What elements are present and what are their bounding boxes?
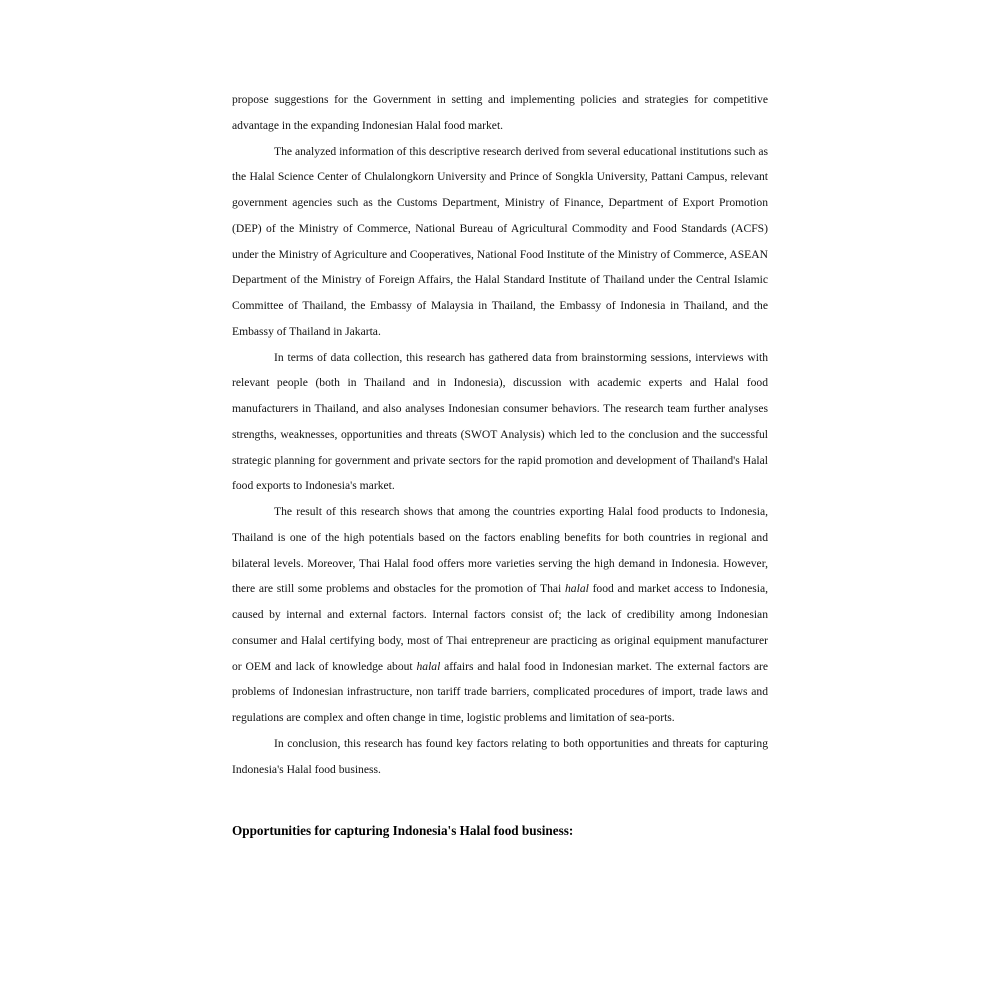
body-text <box>232 87 768 782</box>
text-segment: propose suggestions for the Government in setting and implementing policies and strategies for competitive advantage in the expanding Indonesian Halal food market. <box>232 93 768 132</box>
paragraph-1 <box>232 87 768 139</box>
paragraph-4 <box>232 499 768 731</box>
paragraph-3 <box>232 345 768 500</box>
text-segment: In conclusion, this research has found key factors relating to both opportunities and threats for capturing Indonesia's Halal food business. <box>232 736 768 776</box>
text-segment: The analyzed information of this descriptive research derived from several educational institutions such as the Halal Science Center of Chulalongkorn University and Prince of Songkla University, Pattani Campus, relevant government agencies such as the Customs Department, Ministry of Finance, Department of Export Promotion (DEP) of the Ministry of Commerce, National Bureau of Agricultural Commodity and Food Standards (ACFS) under the Ministry of Agriculture and Cooperatives, National Food Institute of the Ministry of Commerce, ASEAN Department of the Ministry of Foreign Affairs, the Halal Standard Institute of Thailand under the Central Islamic Committee of Thailand, the Embassy of Malaysia in Thailand, the Embassy of Indonesia in Thailand, and the Embassy of Thailand in Jakarta. <box>232 144 768 338</box>
paragraph-2 <box>232 139 768 345</box>
section-heading: Opportunities for capturing Indonesia's Halal food business: <box>232 823 574 839</box>
document-page <box>232 87 768 844</box>
text-segment: In terms of data collection, this research has gathered data from brainstorming sessions, interviews with relevant people (both in Thailand and in Indonesia), discussion with academic experts and Halal food manufacturers in Thailand, and also analyses Indonesian consumer behaviors. The research team further analyses strengths, weaknesses, opportunities and threats (SWOT Analysis) which led to the conclusion and the successful strategic planning for government and private sectors for the rapid promotion and development of Thailand's Halal food exports to Indonesia's market. <box>232 350 768 493</box>
italic-term: halal <box>416 659 441 673</box>
text-segment: affairs and halal food in Indonesian market. The external factors are problems of Indonesian infrastructure, non tariff trade barriers, complicated procedures of import, trade laws and regulations are complex and often change in time, logistic problems and limitation of sea-ports. <box>232 659 769 724</box>
italic-term: halal <box>565 582 589 596</box>
text-segment: The result of this research shows that among the countries exporting Halal food products to Indonesia, Thailand is one of the high potentials based on the factors enabling benefits for both countries in regional and bilateral levels. Moreover, Thai Halal food offers more varieties serving the high demand in Indonesia. However, there are still some problems and obstacles for the promotion of Thai <box>232 505 768 596</box>
text-segment: food and market access to Indonesia, caused by internal and external factors. Internal factors consist of; the lack of credibility among Indonesian consumer and Halal certifying body, most of Thai entrepreneur are practicing as original equipment manufacturer or OEM and lack of knowledge about <box>232 582 768 673</box>
paragraph-5 <box>232 731 768 783</box>
